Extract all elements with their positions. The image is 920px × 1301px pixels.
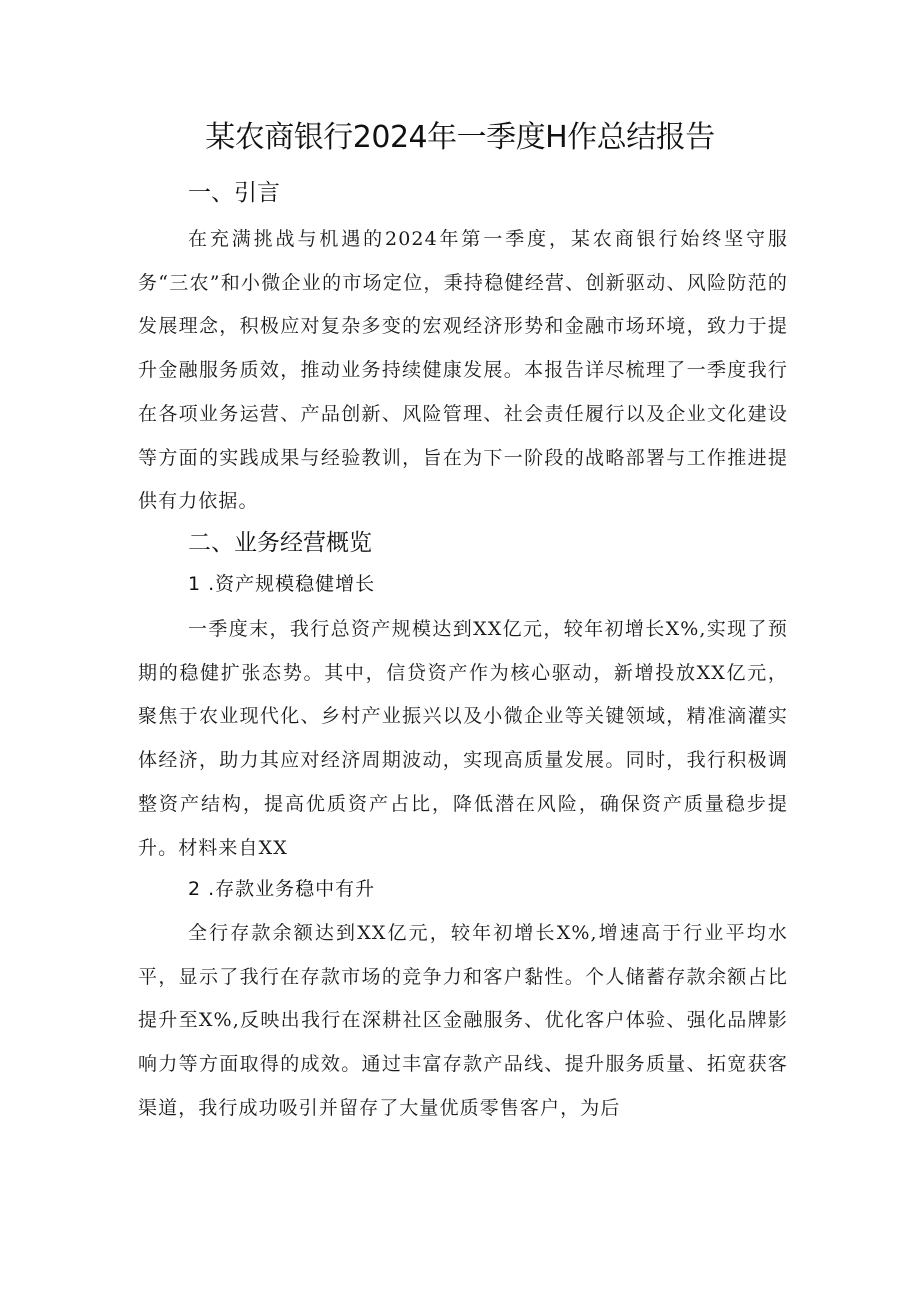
subsection-heading-asset-growth: 1 .资产规模稳健增长	[188, 573, 376, 595]
introduction-paragraph: 在充满挑战与机遇的2024年第一季度，某农商银行始终坚守服务“三农”和小微企业的市场定位，秉持稳健经营、创新驱动、风险防范的发展理念，积极应对复杂多变的宏观经济形势和金融市场环境，致力于提升金融服务质效，推动业务持续健康发展。本报告详尽梳理了一季度我行在各项业务运营、产品创新、风险管理、社会责任履行以及企业文化建设等方面的实践成果与经验教训，旨在为下一阶段的战略部署与工作推进提供有力依据。	[138, 228, 788, 513]
asset-growth-paragraph: 一季度末，我行总资产规模达到XX亿元，较年初增长X%,实现了预期的稳健扩张态势。其中，信贷资产作为核心驱动，新增投放XX亿元，聚焦于农业现代化、乡村产业振兴以及小微企业等关键领域，精准滴灌实体经济，助力其应对经济周期波动，实现高质量发展。同时，我行积极调整资产结构，提高优质资产占比，降低潜在风险，确保资产质量稳步提升。材料来自XX	[138, 618, 788, 859]
section-heading-business-overview: 二、业务经营概览	[188, 530, 372, 556]
subsection-heading-deposit-business: 2 .存款业务稳中有升	[188, 878, 376, 900]
document-title: 某农商银行2024年一季度H作总结报告	[205, 120, 715, 155]
deposit-business-paragraph: 全行存款余额达到XX亿元，较年初增长X%,增速高于行业平均水平，显示了我行在存款市场的竞争力和客户黏性。个人储蓄存款余额占比提升至X%,反映出我行在深耕社区金融服务、优化客户体验、强化品牌影响力等方面取得的成效。通过丰富存款产品线、提升服务质量、拓宽获客渠道，我行成功吸引并留存了大量优质零售客户，为后	[138, 922, 788, 1119]
section-heading-introduction: 一、引言	[188, 180, 280, 206]
